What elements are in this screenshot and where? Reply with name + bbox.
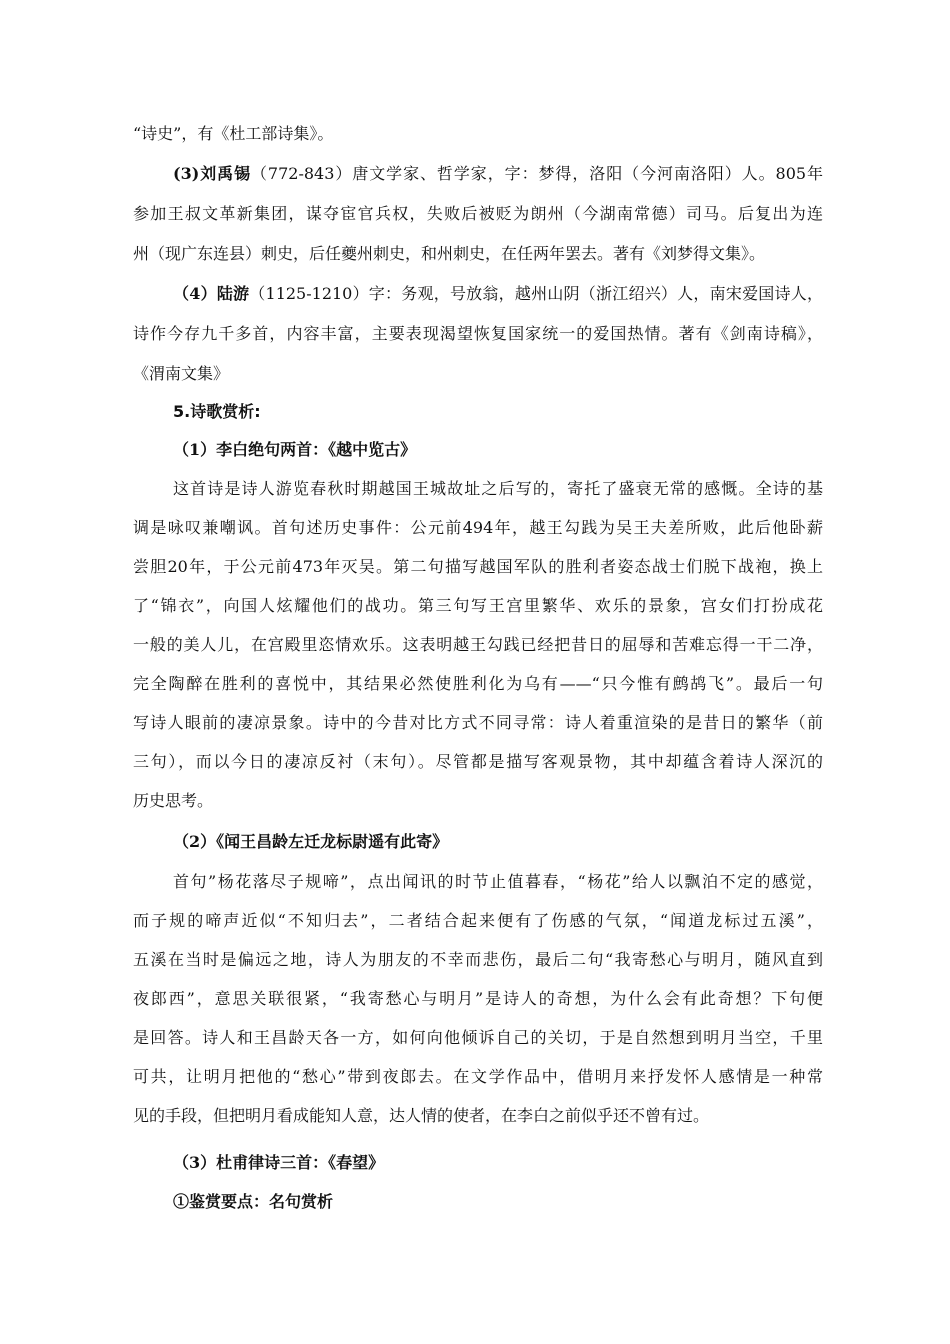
heading-lu-you: （4）陆游 xyxy=(173,284,250,303)
subheading-yuezhong-langu: （1）李白绝句两首：《越中览古》 xyxy=(173,440,417,459)
text-line: 五溪在当时是偏远之地，诗人为朋友的不幸而悲伤，最后二句“我寄愁心与明月，随风直到 xyxy=(133,950,823,969)
paragraph-liu-yuxi-line-1 xyxy=(173,164,823,184)
paragraph-lu-you-line-1 xyxy=(173,284,823,304)
text-line: 首句”杨花落尽子规啼”，点出闻讯的时节止值暮春，“杨花”给人以飘泊不定的感觉， xyxy=(173,872,823,891)
subheading-wen-wangchangling: （2）《闻王昌龄左迁龙标尉遥有此寄》 xyxy=(173,832,449,851)
text-line: 夜郎西”，意思关联很紧，“我寄愁心与明月”是诗人的奇想，为什么会有此奇想？下句便 xyxy=(133,989,823,1008)
text-line: 了“锦衣”，向国人炫耀他们的战功。第三句写王宫里繁华、欢乐的景象，宫女们打扮成花 xyxy=(133,596,823,615)
text-line: 历史思考。 xyxy=(133,791,214,810)
text-line: 完全陶醉在胜利的喜悦中，其结果必然使胜利化为乌有——“只今惟有鹧鸪飞”。最后一句 xyxy=(133,674,823,693)
text-line: 而子规的啼声近似“不知归去”，二者结合起来便有了伤感的气氛，“闻道龙标过五溪”， xyxy=(133,911,823,930)
text-line: 调是咏叹兼嘲讽。首句述历史事件：公元前494年，越王勾践为吴王夫差所败，此后他卧薪 xyxy=(133,518,823,537)
text-line: 参加王叔文革新集团，谋夺宦官兵权，失败后被贬为朗州（今湖南常德）司马。后复出为连 xyxy=(133,204,823,223)
subheading-appreciation-points: ①鉴赏要点：名句赏析 xyxy=(173,1192,334,1211)
text-line: 《渭南文集》 xyxy=(133,364,230,383)
text-line: “诗史”，有《杜工部诗集》。 xyxy=(133,124,334,143)
text-line: 写诗人眼前的凄凉景象。诗中的今昔对比方式不同寻常：诗人着重渲染的是昔日的繁华（前 xyxy=(133,713,823,732)
heading-liu-yuxi: (3)刘禹锡 xyxy=(173,164,251,183)
text-line: 尝胆20年，于公元前473年灭吴。第二句描写越国军队的胜利者姿态战士们脱下战袍，换上 xyxy=(133,557,823,576)
text-line: 这首诗是诗人游览春秋时期越国王城故址之后写的，寄托了盛衰无常的感慨。全诗的基 xyxy=(173,479,823,498)
text-line: 是回答。诗人和王昌龄天各一方，如何向他倾诉自己的关切，于是自然想到明月当空，千里 xyxy=(133,1028,823,1047)
text-line: 一般的美人儿，在宫殿里恣情欢乐。这表明越王勾践已经把昔日的屈辱和苦难忘得一干二净， xyxy=(133,635,823,654)
text-span: （772-843）唐文学家、哲学家，字：梦得，洛阳（今河南洛阳）人。805年 xyxy=(251,164,823,183)
text-line: 诗作今存九千多首，内容丰富，主要表现渴望恢复国家统一的爱国热情。著有《剑南诗稿》， xyxy=(133,324,823,343)
section-heading-poetry-appreciation: 5.诗歌赏析: xyxy=(173,402,261,421)
subheading-chun-wang: （3）杜甫律诗三首：《春望》 xyxy=(173,1153,385,1172)
text-line: 可共，让明月把他的“愁心”带到夜郎去。在文学作品中，借明月来抒发怀人感情是一种常 xyxy=(133,1067,823,1086)
text-line: 三句），而以今日的凄凉反衬（末句）。尽管都是描写客观景物，其中却蕴含着诗人深沉的 xyxy=(133,752,823,771)
text-span: （1125-1210）字：务观，号放翁，越州山阴（浙江绍兴）人，南宋爱国诗人， xyxy=(249,284,823,303)
text-line: 见的手段，但把明月看成能知人意，达人情的使者，在李白之前似乎还不曾有过。 xyxy=(133,1106,710,1125)
text-line: 州（现广东连县）刺史，后任夔州刺史，和州刺史，在任两年罢去。著有《刘梦得文集》。 xyxy=(133,244,766,263)
